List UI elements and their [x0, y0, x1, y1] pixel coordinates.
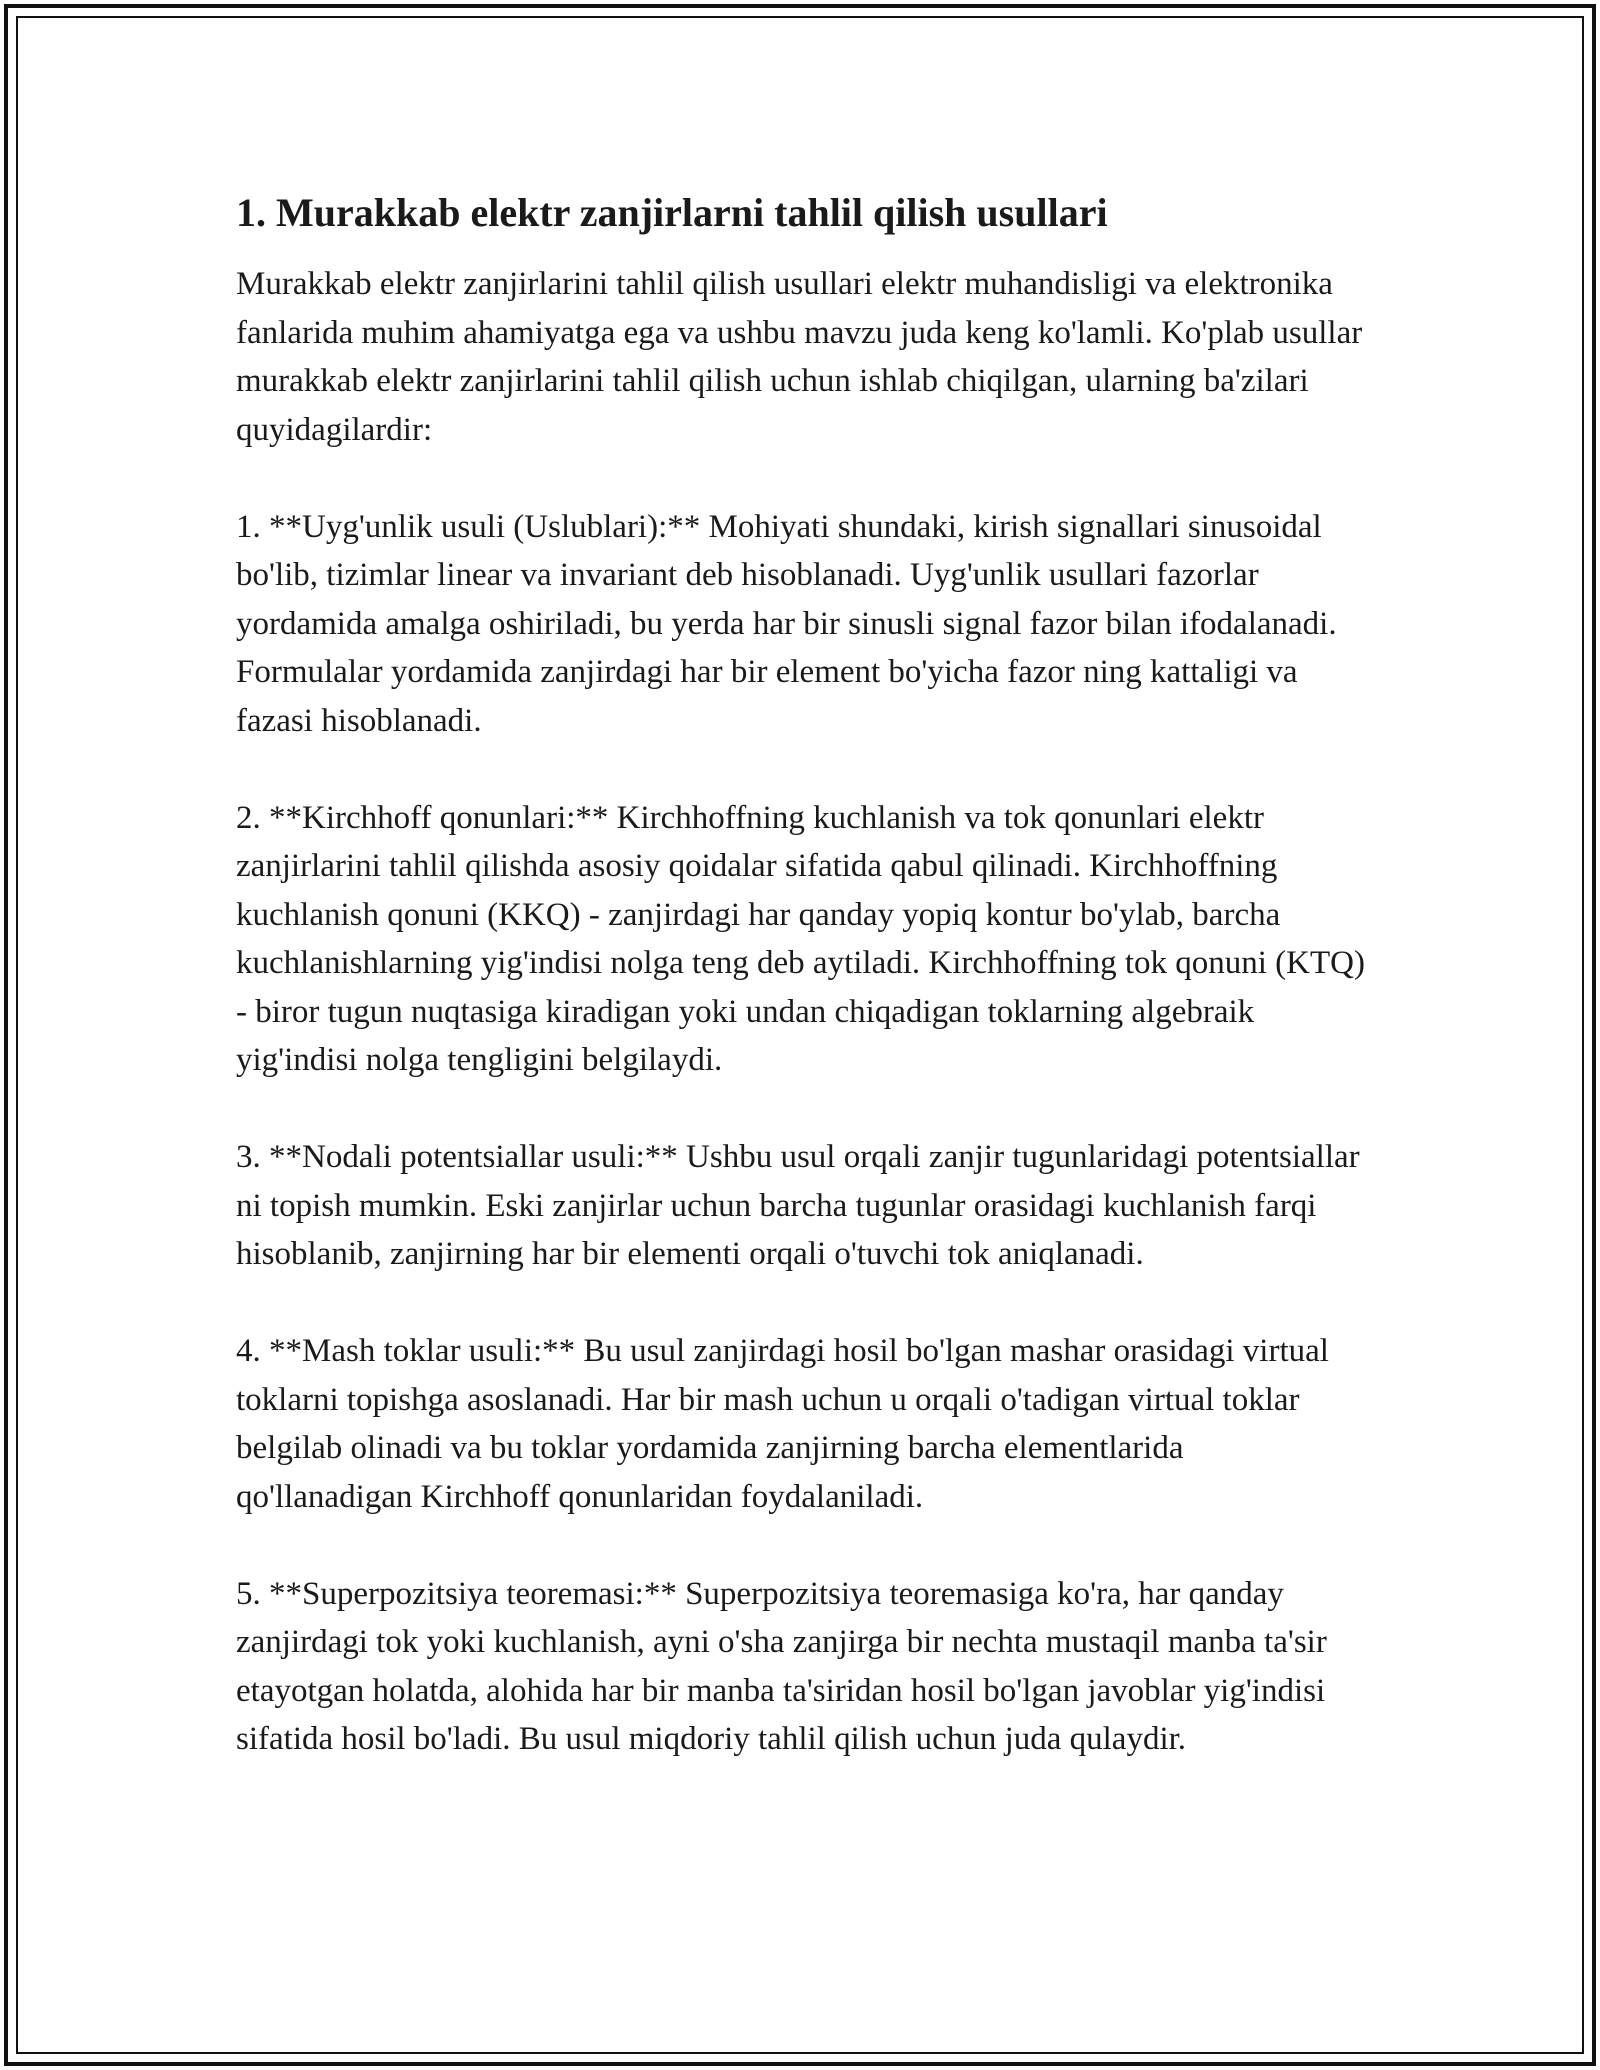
- list-item: 3. **Nodali potentsiallar usuli:** Ushbu usul orqali zanjir tugunlaridagi potentsiallar ni topish mumkin. Eski zanjirlar uchun barcha tugunlar orasidagi kuchlanish farqi hisoblanib, zanjirning har bir elementi orqali o'tuvchi tok aniqlanadi.: [236, 1139, 1360, 1272]
- intro-paragraph: Murakkab elektr zanjirlarini tahlil qilish usullari elektr muhandisligi va elektronika fanlarida muhim ahamiyatga ega va ushbu mavzu juda keng ko'lamli. Ko'plab usullar murakkab elektr zanjirlarini tahlil qilish uchun ishlab chiqilgan, ularning ba'zilari quyidagilardir:: [236, 266, 1363, 448]
- section-title: 1. Murakkab elektr zanjirlarni tahlil qilish usullari: [236, 190, 1108, 235]
- list-item: 1. **Uyg'unlik usuli (Uslublari):** Mohiyati shundaki, kirish signallari sinusoidal bo'lib, tizimlar linear va invariant deb hisoblanadi. Uyg'unlik usullari fazorlar yordamida amalga oshiriladi, bu yerda har bir sinusli signal fazor bilan ifodalanadi. Formulalar yordamida zanjirdagi har bir element bo'yicha fazor ning kattaligi va fazasi hisoblanadi.: [236, 508, 1337, 739]
- document-body: [236, 186, 1366, 1764]
- list-item: 4. **Mash toklar usuli:** Bu usul zanjirdagi hosil bo'lgan mashar orasidagi virtual toklarni topishga asoslanadi. Har bir mash uchun u orqali o'tadigan virtual toklar belgilab olinadi va bu toklar yordamida zanjirning barcha elementlarida qo'llanadigan Kirchhoff qonunlaridan foydalaniladi.: [236, 1333, 1329, 1515]
- list-item: 2. **Kirchhoff qonunlari:** Kirchhoffning kuchlanish va tok qonunlari elektr zanjirlarini tahlil qilishda asosiy qoidalar sifatida qabul qilinadi. Kirchhoffning kuchlanish qonuni (KKQ) - zanjirdagi har qanday yopiq kontur bo'ylab, barcha kuchlanishlarning yig'indisi nolga teng deb aytiladi. Kirchhoffning tok qonuni (KTQ) - biror tugun nuqtasiga kiradigan yoki undan chiqadigan toklarning algebraik yig'indisi nolga tengligini belgilaydi.: [236, 799, 1365, 1078]
- list-item: 5. **Superpozitsiya teoremasi:** Superpozitsiya teoremasiga ko'ra, har qanday zanjirdagi tok yoki kuchlanish, ayni o'sha zanjirga bir nechta mustaqil manba ta'sir etayotgan holatda, alohida har bir manba ta'siridan hosil bo'lgan javoblar yig'indisi sifatida hosil bo'ladi. Bu usul miqdoriy tahlil qilish uchun juda qulaydir.: [236, 1575, 1327, 1757]
